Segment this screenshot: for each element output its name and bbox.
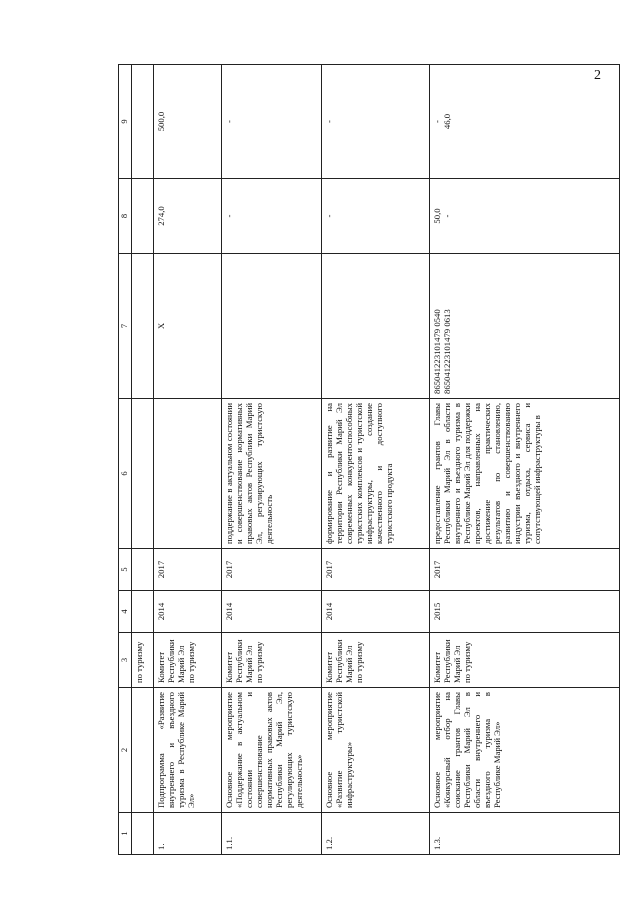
amount-col8: - [321, 179, 429, 254]
expected-result: поддержание в актуальном состоянии и совершенствование нормативных правовых актов Республики Марий Эл, регулирующих туристскую деятельность [221, 399, 321, 549]
budget-code [321, 254, 429, 399]
cont-cell [131, 549, 153, 591]
amount-col8-cell [429, 179, 619, 254]
amount-col8: - [221, 179, 321, 254]
executor: Комитет Республики Марий Эл по туризму [153, 633, 221, 688]
table-row [221, 65, 321, 855]
cont-cell [131, 688, 153, 813]
budget-code: X [153, 254, 221, 399]
end-year: 2017 [153, 549, 221, 591]
amount-col8: 50,0 [431, 208, 442, 224]
budget-code: 865041223101479 0613 [441, 309, 452, 394]
budget-code [221, 254, 321, 399]
row-number: 1.1. [221, 813, 321, 855]
row-number: 1.3. [429, 813, 619, 855]
col-number-6: 6 [119, 399, 132, 549]
amount-col8: - [441, 214, 452, 218]
table-row [321, 65, 429, 855]
col-number-1: 1 [119, 813, 132, 855]
end-year: 2017 [221, 549, 321, 591]
row-number: 1.2. [321, 813, 429, 855]
expected-result [153, 399, 221, 549]
start-year: 2015 [429, 591, 619, 633]
amount-col8: 274,0 [153, 179, 221, 254]
executor: Комитет Республики Марий Эл по туризму [221, 633, 321, 688]
activity-name: Основное мероприятие «Поддержание в актуальном состоянии и совершенствование нормативных правовых актов Республики Марий Эл, регулирующих туристскую деятельность» [221, 688, 321, 813]
activity-name: Основное мероприятие «Развитие туристской инфраструктуры» [321, 688, 429, 813]
cont-cell [131, 399, 153, 549]
activity-name: Основное мероприятие «Конкурсный отбор на соискание грантов Главы Республики Марий Эл в области внутреннего и въездного туризма в Республике Марий Эл» [429, 688, 619, 813]
amount-col9: 500,0 [153, 65, 221, 179]
cont-cell [131, 254, 153, 399]
program-table [118, 64, 620, 855]
start-year: 2014 [153, 591, 221, 633]
cont-cell [131, 65, 153, 179]
amount-col9: - [321, 65, 429, 179]
start-year: 2014 [221, 591, 321, 633]
activity-name: Подпрограмма «Развитие внутреннего и въездного туризма в Республике Марий Эл» [153, 688, 221, 813]
cont-executor: по туризму [131, 633, 153, 688]
col-number-5: 5 [119, 549, 132, 591]
col-number-2: 2 [119, 688, 132, 813]
expected-result: формирование и развитие на территории Республики Марий Эл современных конкурентоспособных туристских комплексов и туристской инфраструктуры, создание качественного и доступного туристского продукта [321, 399, 429, 549]
rotated-table-wrapper [118, 65, 623, 855]
amount-col9: - [221, 65, 321, 179]
col-number-4: 4 [119, 591, 132, 633]
end-year: 2017 [321, 549, 429, 591]
start-year: 2014 [321, 591, 429, 633]
cont-cell [131, 813, 153, 855]
col-number-7: 7 [119, 254, 132, 399]
budget-code-cell [429, 254, 619, 399]
cont-cell [131, 179, 153, 254]
budget-code: 865041223101479 0540 [431, 309, 442, 394]
table-row [429, 65, 619, 855]
col-number-8: 8 [119, 179, 132, 254]
page-number: 2 [594, 68, 601, 83]
col-number-3: 3 [119, 633, 132, 688]
col-number-9: 9 [119, 65, 132, 179]
executor: Комитет Республики Марий Эл по туризму [429, 633, 619, 688]
amount-col9: 46,0 [441, 113, 452, 130]
continuation-row [131, 65, 153, 855]
cont-cell [131, 591, 153, 633]
expected-result: предоставление грантов Главы Республики Марий Эл в области внутреннего и въездного туризма в Республике Марий Эл для поддержки проектов, направленных на достижение практических результатов по становлению, развитию и совершенствованию индустрии въездного и внутреннего туризма, отдыха, сервиса и сопутствующей инфраструктуры в [429, 399, 619, 549]
amount-col9-cell [429, 65, 619, 179]
end-year: 2017 [429, 549, 619, 591]
column-number-row [119, 65, 132, 855]
executor: Комитет Республики Марий Эл по туризму [321, 633, 429, 688]
amount-col9: - [431, 120, 442, 123]
table-row [153, 65, 221, 855]
row-number: 1. [153, 813, 221, 855]
